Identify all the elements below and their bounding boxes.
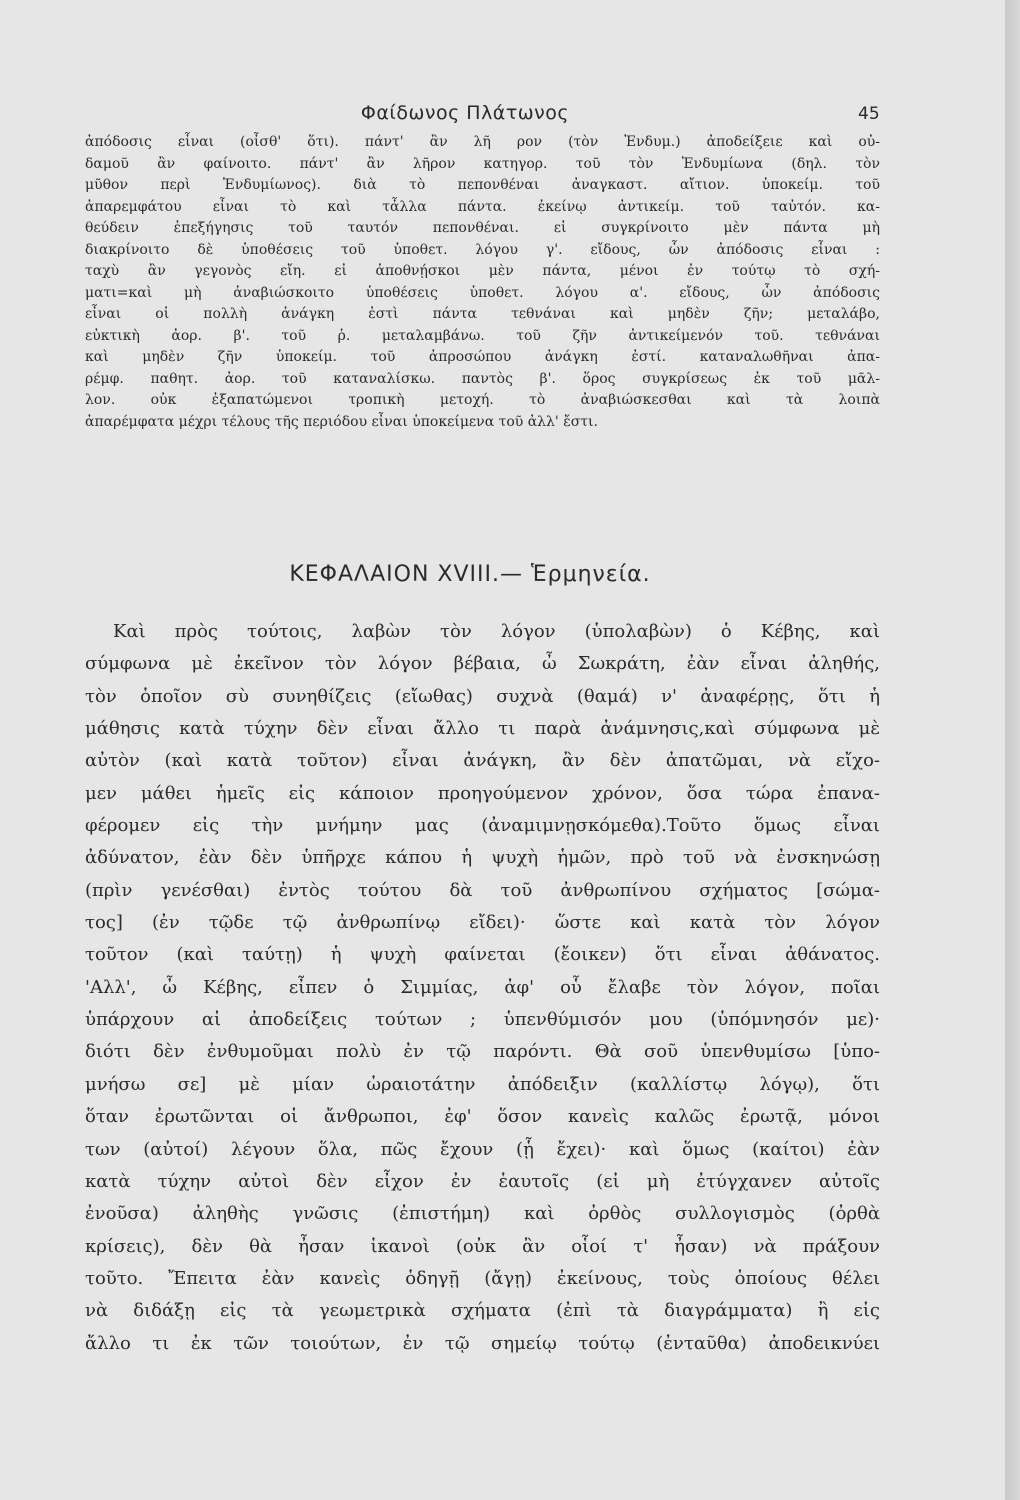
body-line: 'Αλλ', ὦ Κέβης, εἶπεν ὁ Σιμμίας, ἀφ' οὗ ἔλαβε τὸν λόγον, ποῖαι: [85, 976, 880, 998]
body-line: φέρομεν εἰς τὴν μνήμην μας (ἀναμιμνῃσκόμεθα).Τοῦτο ὅμως εἶναι: [85, 815, 880, 837]
body-line: κατὰ τύχην αὐτοὶ δὲν εἶχον ἐν ἑαυτοῖς (εἰ μὴ ἐτύγχανεν αὐτοῖς: [85, 1170, 880, 1192]
body-line: τος] (ἐν τῷδε τῷ ἀνθρωπίνῳ εἴδει)· ὥστε καὶ κατὰ τὸν λόγον: [85, 912, 880, 934]
body-line: σύμφωνα μὲ ἐκεῖνον τὸν λόγον βέβαια, ὦ Σωκράτη, ἐὰν εἶναι ἀληθής,: [85, 653, 880, 675]
note-line: μῦθον περὶ Ἐνδυμίωνος). διὰ τὸ πεπονθέναι ἀναγκαστ. αἴτιον. ὑποκείμ. τοῦ: [85, 177, 880, 193]
running-title: Φαίδωνος Πλάτωνος: [360, 102, 570, 124]
note-line: ρέμφ. παθητ. ἀορ. τοῦ καταναλίσκω. παντὸς β'. ὅρος συγκρίσεως ἐκ τοῦ μᾶλ-: [85, 370, 880, 387]
body-line: ἀδύνατον, ἐὰν δὲν ὑπῆρχε κάπου ἡ ψυχὴ ἡμῶν, πρὸ τοῦ νὰ ἐνσκηνώσῃ: [85, 847, 880, 869]
body-line: αὐτὸν (καὶ κατὰ τοῦτον) εἶναι ἀνάγκη, ἂν δὲν ἀπατῶμαι, νὰ εἴχο-: [85, 750, 880, 772]
note-line: διακρίνοιτο δὲ ὑποθέσεις τοῦ ὑποθετ. λόγου γ'. εἴδους, ὧν ἀπόδοσις εἶναι :: [85, 241, 880, 258]
note-line: ἀπόδοσις εἶναι (οἶσθ' ὅτι). πάντ' ἂν λῆ ρον (τὸν Ἐνδυμ.) ἀποδείξειε καὶ οὐ-: [85, 134, 880, 150]
note-line: δαμοῦ ἂν φαίνοιτο. πάντ' ἂν λῆρον κατηγορ. τοῦ τὸν Ἐνδυμίωνα (δηλ. τὸν: [85, 155, 880, 172]
note-line: ταχὺ ἂν γεγονὸς εἴη. εἰ ἀποθνῄσκοι μὲν πάντα, μένοι ἐν τούτῳ τὸ σχή-: [85, 263, 880, 279]
body-line: τοῦτον (καὶ ταύτῃ) ἡ ψυχὴ φαίνεται (ἔοικεν) ὅτι εἶναι ἀθάνατος.: [85, 944, 880, 966]
body-line: μάθησις κατὰ τύχην δὲν εἶναι ἄλλο τι παρὰ ἀνάμνησις,καὶ σύμφωνα μὲ: [85, 718, 880, 740]
note-line: θεύδειν ἐπεξήγησις τοῦ ταυτόν πεπονθέναι. εἰ συγκρίνοιτο μὲν πάντα μὴ: [85, 220, 880, 236]
body-line: νὰ διδάξῃ εἰς τὰ γεωμετρικὰ σχήματα (ἐπὶ τὰ διαγράμματα) ἢ εἰς: [85, 1300, 880, 1322]
page-header: [0, 100, 1005, 130]
body-line: Καὶ πρὸς τούτοις, λαβὼν τὸν λόγον (ὑπολαβὼν) ὁ Κέβης, καὶ: [113, 621, 880, 642]
body-line: κρίσεις), δὲν θὰ ἦσαν ἱκανοὶ (οὐκ ἂν οἷοί τ' ἦσαν) νὰ πράξουν: [85, 1235, 880, 1257]
body-line: τὸν ὁποῖον σὺ συνηθίζεις (εἴωθας) συχνὰ (θαμά) ν' ἀναφέρῃς, ὅτι ἡ: [85, 685, 880, 707]
note-line: λον. οὐκ ἐξαπατώμενοι τροπικὴ μετοχή. τὸ ἀναβιώσκεσθαι καὶ τὰ λοιπὰ: [85, 392, 880, 408]
notes-block: [85, 132, 880, 433]
note-line: ἀπαρέμφατα μέχρι τέλους τῆς περιόδου εἶναι ὑποκείμενα τοῦ ἀλλ' ἔστι.: [85, 413, 598, 430]
note-line: εὐκτικὴ ἀορ. β'. τοῦ ῥ. μεταλαμβάνω. τοῦ ζῆν ἀντικείμενόν τοῦ. τεθνάναι: [85, 327, 880, 344]
note-line: καὶ μηδὲν ζῆν ὑποκείμ. τοῦ ἀπροσώπου ἀνάγκη ἐστί. καταναλωθῆναι ἀπα-: [85, 349, 880, 365]
note-line: ματι=καὶ μὴ ἀναβιώσκοιτο ὑποθέσεις ὑποθετ. λόγου α'. εἴδους, ὧν ἀπόδοσις: [85, 284, 880, 301]
note-line: ἀπαρεμφάτου εἶναι τὸ καὶ τἆλλα πάντα. ἐκείνῳ ἀντικείμ. τοῦ ταὐτόν. κα-: [85, 198, 880, 215]
chapter-heading: ΚΕΦΑΛΑΙΟΝ XVIII.— Ἑρμηνεία.: [289, 562, 651, 587]
body-line: ὅταν ἐρωτῶνται οἱ ἄνθρωποι, ἐφ' ὅσον κανεὶς καλῶς ἐρωτᾷ, μόνοι: [85, 1106, 880, 1128]
note-line: εἶναι οἱ πολλὴ ἀνάγκη ἐστὶ πάντα τεθνάναι καὶ μηδὲν ζῆν; μεταλάβο,: [85, 306, 880, 322]
page-number: 45: [858, 104, 880, 124]
body-line: μνήσω σε] μὲ μίαν ὡραιοτάτην ἀπόδειξιν (καλλίστῳ λόγῳ), ὅτι: [85, 1073, 880, 1095]
body-line: διότι δὲν ἐνθυμοῦμαι πολὺ ἐν τῷ παρόντι. Θὰ σοῦ ὑπενθυμίσω [ὑπο-: [85, 1041, 880, 1063]
body-line: (πρὶν γενέσθαι) ἐντὸς τούτου δὰ τοῦ ἀνθρωπίνου σχήματος [σώμα-: [85, 879, 880, 901]
body-text: [85, 616, 880, 1360]
body-line: τοῦτο. Ἔπειτα ἐὰν κανεὶς ὁδηγῇ (ἄγῃ) ἐκείνους, τοὺς ὁποίους θέλει: [85, 1267, 880, 1289]
body-line: ἄλλο τι ἐκ τῶν τοιούτων, ἐν τῷ σημείῳ τούτῳ (ἐνταῦθα) ἀποδεικνύει: [85, 1332, 880, 1354]
body-line: των (αὐτοί) λέγουν ὅλα, πῶς ἔχουν (ᾗ ἔχει)· καὶ ὅμως (καίτοι) ἐὰν: [85, 1138, 880, 1160]
body-line: μεν μάθει ἡμεῖς εἰς κάποιον προηγούμενον χρόνον, ὅσα τώρα ἐπανα-: [85, 782, 880, 804]
body-line: ἐνοῦσα) ἀληθὴς γνῶσις (ἐπιστήμη) καὶ ὀρθὸς συλλογισμὸς (ὀρθὰ: [85, 1203, 880, 1225]
body-line: ὑπάρχουν αἱ ἀποδείξεις τούτων ; ὑπενθύμισόν μου (ὑπόμνησόν με)·: [85, 1009, 880, 1031]
page-edge: [1005, 0, 1020, 1500]
